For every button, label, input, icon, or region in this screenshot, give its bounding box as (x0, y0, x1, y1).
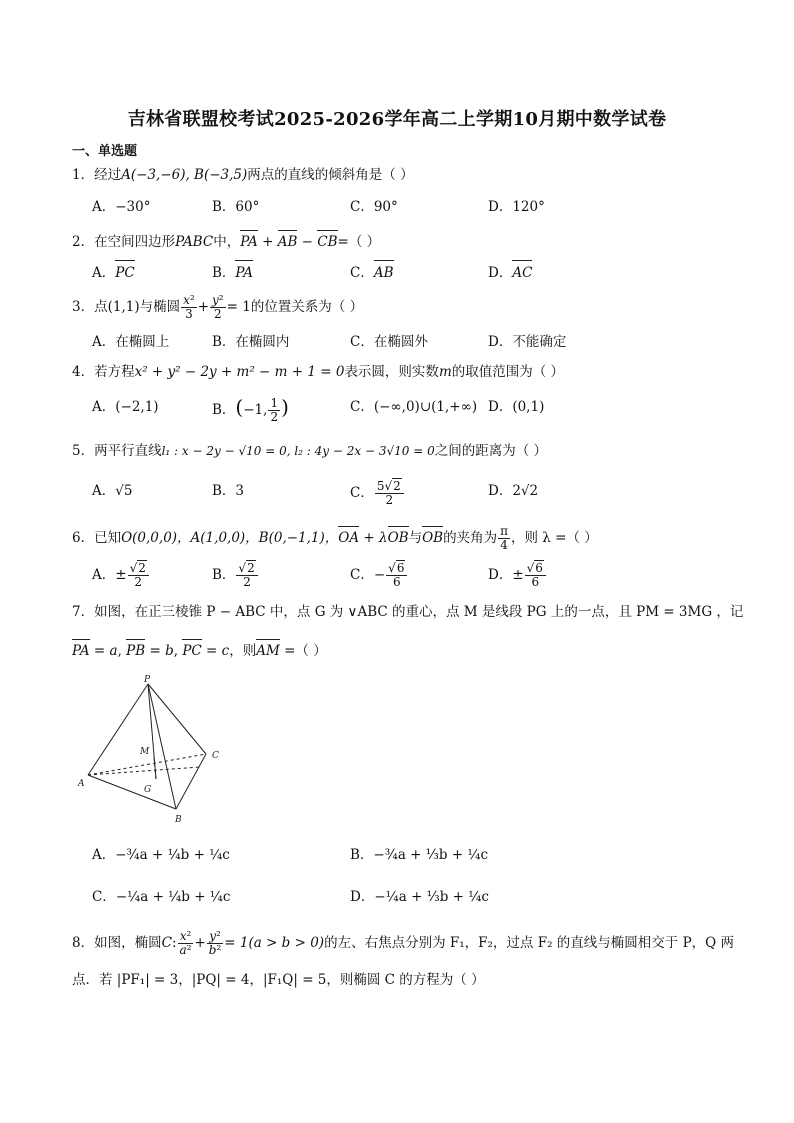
option-a[interactable]: A．√5 (92, 483, 133, 499)
question-8-line-2: 点．若 |PF₁| = 3，|PQ| = 4，|F₁Q| = 5，则椭圆 C 的方程为（ ） (72, 972, 485, 988)
question-2: 2．在空间四边形PABC中，PA + AB − CB=（ ） (72, 228, 732, 252)
options-q1 (92, 196, 732, 218)
options-q7-row-2 (92, 886, 732, 908)
option-d[interactable]: D．± $\frac{√6}{6}$ (488, 562, 547, 589)
option-d[interactable]: D．−¼a + ⅓b + ¼c (350, 889, 489, 905)
question-6: 6．已知O(0,0,0)，A(1,0,0)，B(0,−1,1)，OA + λOB与OB的夹角为 $\frac{\pi}{4}$ ，则 λ =（ ） (72, 524, 598, 552)
edge-PB (148, 684, 176, 809)
options-q5 (92, 479, 732, 507)
section-heading: 一、单选题 (72, 144, 138, 159)
label-A: A (78, 779, 85, 789)
option-b[interactable]: B．3 (212, 483, 245, 499)
option-a[interactable]: A．−¾a + ¼b + ¼c (92, 847, 230, 863)
option-d[interactable]: D．120° (488, 199, 545, 215)
option-b[interactable]: B．−¾a + ⅓b + ¼c (350, 847, 489, 863)
question-3: 3．点(1,1)与椭圆 $\frac{\text{x²}}{3}$ + $\frac{\text{y²}}{2}$ = 1的位置关系为（ ） (72, 293, 364, 321)
label-M: M (140, 747, 150, 757)
question-7-line-2: PA = a, PB = b, PC = c，则AM =（ ） (72, 637, 732, 661)
option-c[interactable]: C． $\frac{5√2}{2}$ (350, 480, 405, 507)
question-8-line-1: 8．如图，椭圆C: $\frac{\text{x²}}{\text{a²}}$ + $\frac{\text{y²}}{\text{b²}}$ = 1(a > b > 0)的左、右焦点分别为 F₁，F₂，过点 F₂ 的直线与椭圆相交于 P，Q 两 (72, 929, 735, 957)
options-q3 (92, 331, 732, 353)
option-a[interactable]: A．在椭圆上 (92, 334, 170, 350)
options-q7-row-1 (92, 844, 732, 866)
option-d[interactable]: D．2√2 (488, 483, 539, 499)
median-A (88, 767, 200, 775)
option-a[interactable]: A．± $\frac{√2}{2}$ (92, 562, 150, 589)
option-d[interactable]: D．不能确定 (488, 334, 567, 350)
option-d[interactable]: D．(0,1) (488, 399, 545, 415)
edge-PC (148, 684, 206, 754)
option-b[interactable]: B．(−1, $\frac{1}{2}$ ) (212, 395, 289, 424)
edge-AB (88, 775, 176, 809)
question-4: 4．若方程x² + y² − 2y + m² − m + 1 = 0表示圆，则实数m的取值范围为（ ） (72, 364, 565, 380)
options-q4 (92, 395, 732, 424)
option-c[interactable]: C．(−∞,0)∪(1,+∞) (350, 399, 478, 415)
option-a[interactable]: A．(−2,1) (92, 399, 159, 415)
edge-BC (176, 754, 206, 809)
option-b[interactable]: B．PA (212, 258, 253, 284)
question-7-line-1: 7．如图，在正三棱锥 P − ABC 中，点 G 为 ∨ABC 的重心，点 M 是线段 PG 上的一点，且 PM = 3MG ，记 (72, 604, 744, 620)
tetrahedron-figure (72, 672, 232, 824)
option-a[interactable]: A．PC (92, 258, 135, 284)
option-b[interactable]: B．在椭圆内 (212, 334, 290, 350)
option-b[interactable]: B．60° (212, 199, 260, 215)
option-d[interactable]: D．AC (488, 258, 532, 284)
page-title: 吉林省联盟校考试2025-2026学年高二上学期10月期中数学试卷 (127, 109, 667, 130)
edge-AC (88, 754, 206, 775)
question-math: A(−3,−6), B(−3,5) (121, 167, 248, 183)
label-P: P (144, 675, 151, 685)
option-c[interactable]: C．−¼a + ¼b + ¼c (92, 889, 231, 905)
option-c[interactable]: C．AB (350, 258, 394, 284)
options-q2 (92, 258, 732, 280)
label-G: G (144, 785, 152, 795)
question-text: 经过 (94, 167, 122, 183)
fraction: $\frac{\text{x²}}{3}$ (183, 293, 195, 321)
question-5: 5．两平行直线l₁ : x − 2y − √10 = 0, l₂ : 4y − 2x − 3√10 = 0之间的距离为（ ） (72, 443, 547, 459)
edge-PA (88, 684, 148, 775)
option-c[interactable]: C．90° (350, 199, 398, 215)
question-text: 两点的直线的倾斜角是（ ） (247, 167, 414, 183)
options-q6 (92, 561, 732, 589)
label-C: C (212, 751, 219, 761)
label-B: B (175, 815, 182, 824)
question-1 (72, 165, 732, 185)
question-number: 1． (72, 167, 95, 183)
option-c[interactable]: C．− $\frac{√6}{6}$ (350, 562, 408, 589)
option-b[interactable]: B． $\frac{√2}{2}$ (212, 562, 259, 589)
option-a[interactable]: A．−30° (92, 199, 151, 215)
option-c[interactable]: C．在椭圆外 (350, 334, 428, 350)
